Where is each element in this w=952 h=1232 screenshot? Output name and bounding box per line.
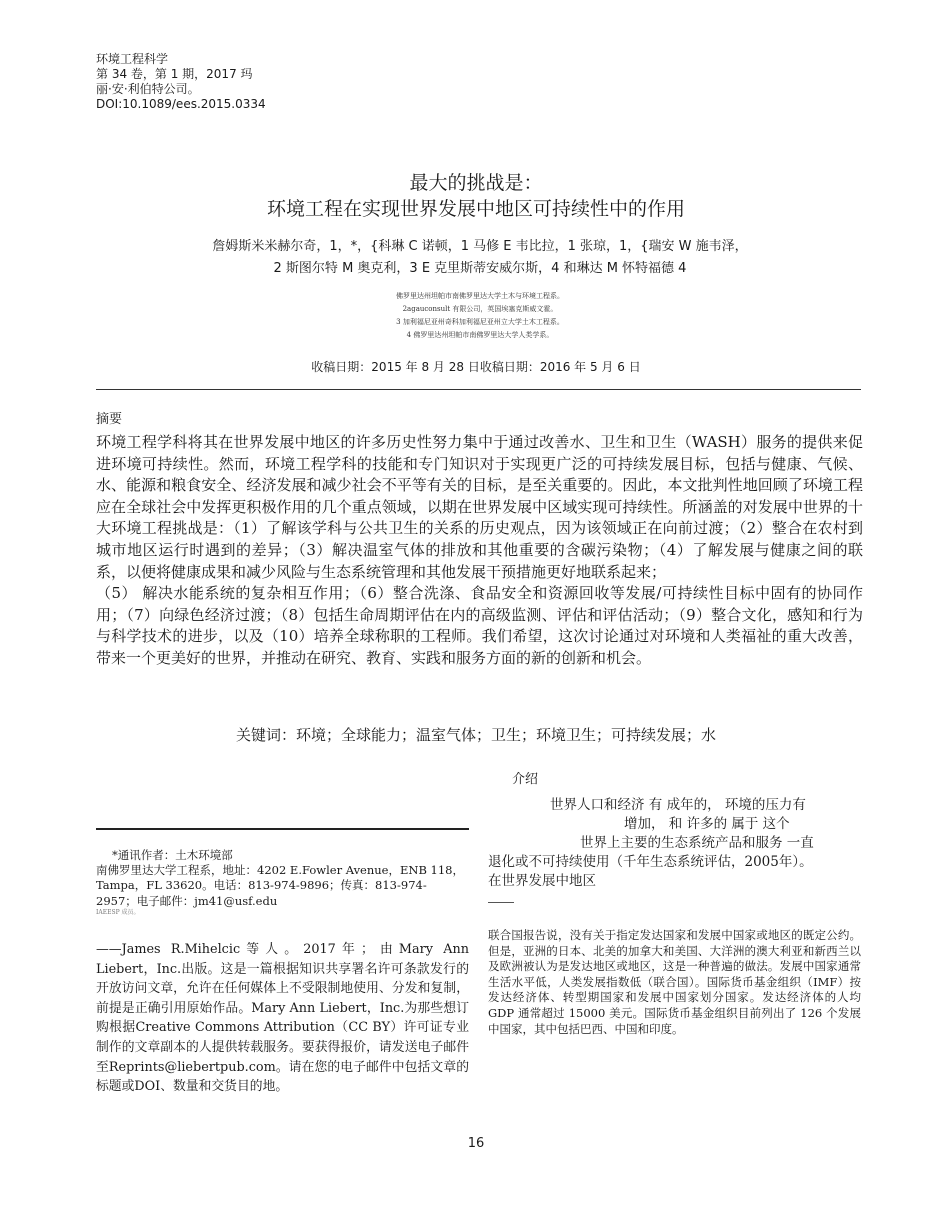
affiliation-2: 2agauconsult 有限公司，英国埃塞克斯威文霍。: [402, 305, 558, 313]
developing-countries-footnote: 联合国报告说，没有关于指定发达国家和发展中国家或地区的既定公约。但是，亚洲的日本、北美的加拿大和美国、大洋洲的澳大利亚和新西兰以及欧洲被认为是发达地区或地区，这是一种普遍的做法。发展中国家通常生活水平低，人类发展指数低（联合国）。国际货币基金组织（IMF）按发达经济体、转型期国家和发展中国家划分国家。发达经济体的人均 GDP 通常超过 15000 美元。国际货币基金组织目前列出了 126 个发展中国家，其中包括巴西、中国和印度。: [488, 928, 861, 1036]
title-line-1: 最大的挑战是：: [409, 172, 543, 194]
correspondence-line-2: 南佛罗里达大学工程系，地址：4202 E.Fowler Avenue，ENB 118，Tampa，FL 33620。电话：813-974-9896；传真：813-974-: [96, 863, 464, 893]
page-number: 16: [467, 1136, 485, 1151]
intro-line-4: 退化或不可持续使用（千年生态系统评估，2005年）。: [488, 854, 813, 870]
journal-header: [96, 52, 266, 112]
intro-line-3: 世界上主要的生态系统产品和服务 一直: [580, 835, 814, 851]
keywords: 关键词：环境；全球能力；温室气体；卫生；环境卫生；可持续发展；水: [235, 726, 716, 744]
intro-line-1: 世界人口和经济 有 成年的， 环境的压力有: [550, 797, 806, 813]
introduction-text: [488, 796, 860, 891]
authors-line-1: 詹姆斯米米赫尔奇，1，*，{科琳 C 诺顿，1 马修 E 韦比拉，1 张琼，1，{瑞安 W 施韦泽，: [212, 239, 748, 254]
abstract-paragraph-1: 环境工程学科将其在世界发展中地区的许多历史性努力集中于通过改善水、卫生和卫生（WASH）服务的提供来促进环境可持续性。然而，环境工程学科的技能和专门知识对于实现更广泛的可持续发展目标，包括与健康、气候、水、能源和粮食安全、经济发展和减少社会不平等有关的目标，是至关重要的。因此，本文批判性地回顾了环境工程应在全球社会中发挥更积极作用的几个重点领域，以期在世界发展中区域实现可持续性。所涵盖的对发展中世界的十大环境工程挑战是：（1）了解该学科与公共卫生的关系的历史观点，因为该领域正在向前过渡；（2）整合在农村到城市地区运行时遇到的差异；（3）解决温室气体的排放和其他重要的含碳污染物；（4）了解发展与健康之间的联系，以便将健康成果和减少风险与生态系统管理和其他发展干预措施更好地联系起来；: [96, 433, 863, 581]
intro-line-5: 在世界发展中地区: [488, 873, 596, 889]
abstract-paragraph-2: （5） 解决水能系统的复杂相互作用；（6）整合洗涤、食品安全和资源回收等发展/可持续性目标中固有的协同作用；（7）向绿色经济过渡；（8）包括生命周期评估在内的高级监测、评估和评估活动；（9）整合文化，感知和行为与科学技术的进步，以及（10）培养全球称职的工程师。我们希望，这次讨论通过对环境和人类福祉的重大改善，带来一个更美好的世界，并推动在研究、教育、实践和服务方面的新的创新和机会。: [96, 584, 863, 667]
header-divider: [96, 389, 861, 390]
journal-doi: DOI:10.1089/ees.2015.0334: [96, 97, 266, 111]
abstract-body: [96, 432, 863, 670]
intro-line-2: 增加， 和 许多的 属于 这个: [624, 816, 790, 832]
correspondence-line-1: *通讯作者：土木环境部: [112, 848, 233, 862]
received-dates: 收稿日期：2015 年 8 月 28 日收稿日期：2016 年 5 月 6 日: [311, 360, 641, 374]
journal-volume: 第 34 卷，第 1 期，2017 玛: [96, 67, 253, 81]
authors-line-2: 2 斯图尔特 M 奥克利，3 E 克里斯蒂安威尔斯，4 和琳达 M 怀特福德 4: [273, 261, 687, 276]
affiliations: [200, 290, 760, 342]
title-line-2: 环境工程在实现世界发展中地区可持续性中的作用: [266, 198, 685, 220]
footnote-rule: [96, 828, 469, 830]
affiliation-3: 3 加利福尼亚州奇科加利福尼亚州立大学土木工程系。: [396, 318, 564, 326]
journal-name: 环境工程科学: [96, 52, 169, 66]
article-title: [0, 170, 952, 222]
journal-publisher: 丽·安·利伯特公司。: [96, 82, 200, 96]
affiliation-1: 佛罗里达州坦帕市南佛罗里达大学土木与环境工程系。: [396, 292, 564, 300]
footnote-divider: [488, 902, 514, 903]
author-list: [130, 236, 830, 280]
abstract-heading: 摘要: [96, 412, 123, 427]
correspondence-line-3: 2957；电子邮件：jm41@usf.edu: [96, 893, 278, 908]
introduction-heading: 介绍: [512, 772, 539, 787]
membership-note: IAEESP 成员。: [96, 908, 140, 916]
license-statement: ——James R.Mihelcic等人。2017年；由Mary Ann Liebert，Inc.出版。这是一篇根据知识共享署名许可条款发行的开放访问文章，允许在任何媒体上不受限制地使用、分发和复制，前提是正确引用原始作品。Mary Ann Liebert，Inc.为那些想订购根据Creative Commons Attribution（CC BY）许可证专业制作的文章副本的人提供转载服务。要获得报价，请发送电子邮件至Reprints@liebertpub.com。请在您的电子邮件中包括文章的标题或DOI、数量和交货目的地。: [96, 942, 469, 1095]
correspondence-note: [96, 848, 469, 916]
affiliation-4: 4 佛罗里达州坦帕市南佛罗里达大学人类学系。: [406, 331, 554, 339]
